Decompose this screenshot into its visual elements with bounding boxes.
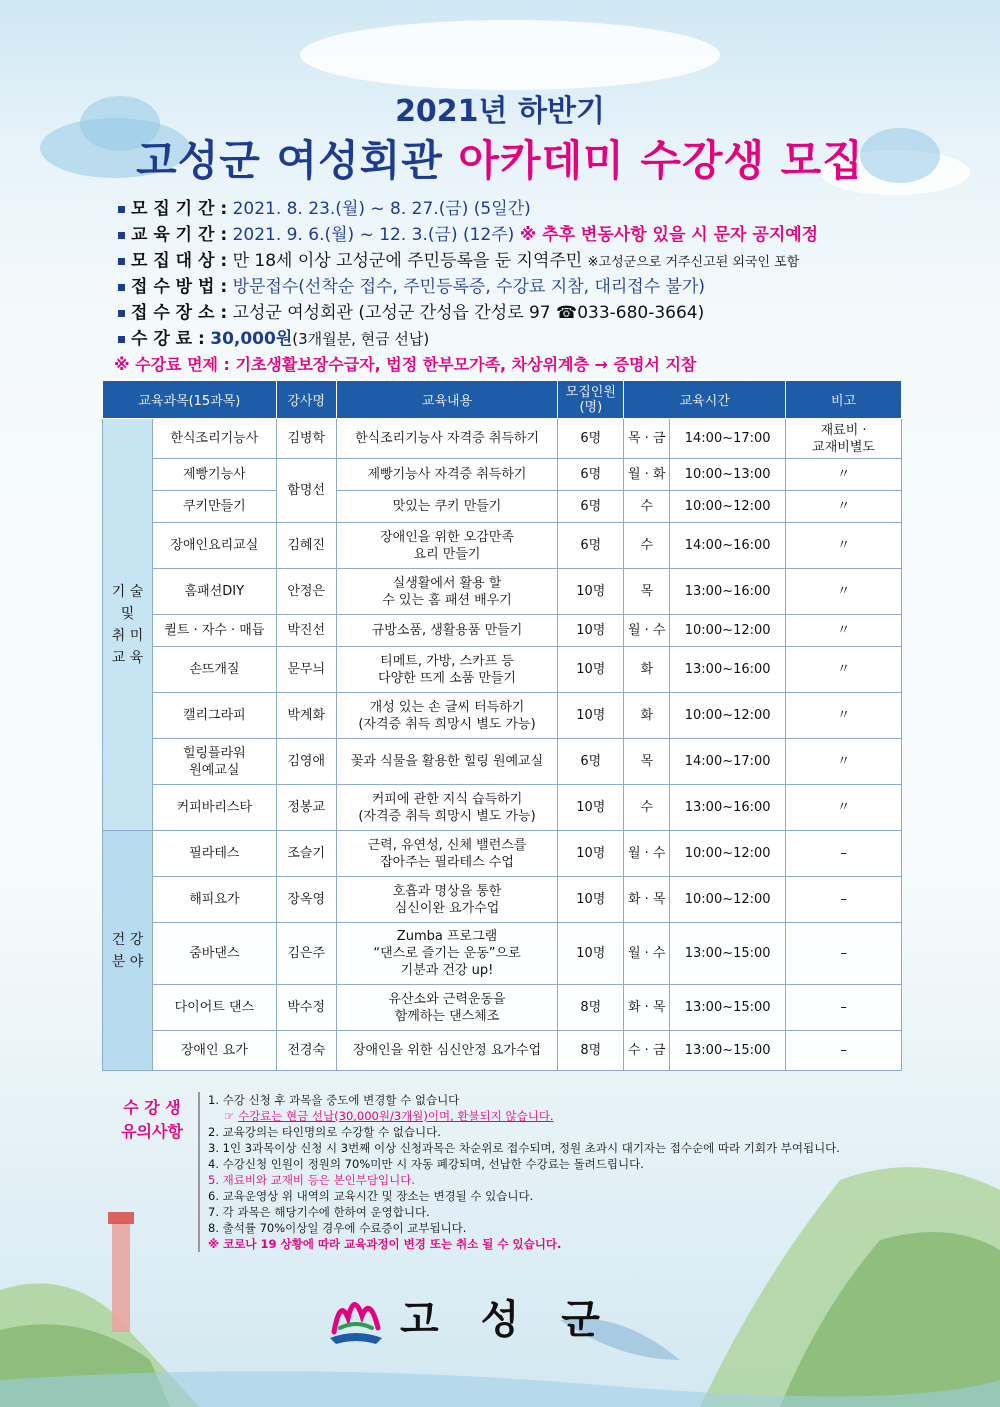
cell-note: 〃	[786, 739, 902, 785]
table-row	[103, 419, 902, 459]
header-note: 비고	[786, 381, 902, 419]
bullet-icon	[118, 206, 125, 213]
cell-content: 장애인을 위한 오감만족 요리 만들기	[336, 523, 558, 569]
cell-time: 13:00~15:00	[670, 1031, 786, 1071]
table-row	[103, 647, 902, 693]
cell-days: 화	[624, 647, 670, 693]
cell-count: 6명	[558, 419, 624, 459]
header-subject: 교육과목(15과목)	[103, 381, 277, 419]
cell-note: –	[786, 877, 902, 923]
cell-days: 목	[624, 739, 670, 785]
category-craft: 기 술 및 취 미 교 육	[103, 419, 153, 831]
header-content: 교육내용	[336, 381, 558, 419]
table-row	[103, 491, 902, 523]
footer-org-name: 고성군	[400, 1297, 642, 1343]
course-table	[102, 380, 902, 1071]
note-item: 8. 출석률 70%이상일 경우에 수료증이 교부됩니다.	[208, 1221, 467, 1235]
cell-subject: 퀼트 · 자수 · 매듭	[152, 615, 276, 647]
note-item: ※ 코로나 19 상황에 따라 교육과정이 변경 또는 취소 될 수 있습니다.	[208, 1237, 562, 1251]
cell-count: 10명	[558, 831, 624, 877]
info-place: 접 수 장 소 : 고성군 여성회관 (고성군 간성읍 간성로 97 ☎033-680-3664)	[118, 300, 958, 326]
cell-subject: 커피바리스타	[152, 785, 276, 831]
cell-subject: 해피요가	[152, 877, 276, 923]
cell-subject: 힐링플라워 원예교실	[152, 739, 276, 785]
cell-note: 〃	[786, 491, 902, 523]
note-item: ☞ 수강료는 현금 선납(30,000원/3개월)이며, 환불되지 않습니다.	[224, 1109, 554, 1123]
cell-days: 월 · 수	[624, 615, 670, 647]
footer-logo	[326, 1282, 676, 1352]
cell-teacher: 함명선	[276, 459, 336, 523]
bullet-icon	[118, 232, 125, 239]
cell-teacher: 안정은	[276, 569, 336, 615]
info-method: 접 수 방 법 : 방문접수(선착순 접수, 주민등록증, 수강료 지참, 대리접수 불가)	[118, 274, 958, 300]
note-item: 3. 1인 3과목이상 신청 시 3번째 이상 신청과목은 차순위로 접수되며, 정원 초과시 대기자는 접수순에 따라 기회가 부여됩니다.	[208, 1141, 840, 1155]
cell-count: 6명	[558, 739, 624, 785]
cell-teacher: 박진선	[276, 615, 336, 647]
cell-time: 14:00~16:00	[670, 523, 786, 569]
cell-content: 제빵기능사 자격증 취득하기	[336, 459, 558, 491]
cell-teacher: 문무늬	[276, 647, 336, 693]
header-count: 모집인원 (명)	[558, 381, 624, 419]
cell-count: 10명	[558, 923, 624, 985]
cell-subject: 장애인요리교실	[152, 523, 276, 569]
cell-time: 10:00~12:00	[670, 831, 786, 877]
cell-teacher: 김혜진	[276, 523, 336, 569]
cell-time: 13:00~16:00	[670, 647, 786, 693]
cell-teacher: 장옥영	[276, 877, 336, 923]
table-row	[103, 1031, 902, 1071]
cell-count: 10명	[558, 647, 624, 693]
table-row	[103, 739, 902, 785]
cell-time: 13:00~16:00	[670, 569, 786, 615]
notes-title: 수 강 생 유의사항	[121, 1098, 183, 1141]
cell-subject: 제빵기능사	[152, 459, 276, 491]
cell-subject: 홈패션DIY	[152, 569, 276, 615]
page-title	[0, 128, 1000, 188]
cell-note: –	[786, 831, 902, 877]
bullet-icon	[118, 336, 125, 343]
goseong-logo-icon	[326, 1288, 386, 1346]
cell-note: 〃	[786, 785, 902, 831]
table-row	[103, 985, 902, 1031]
cell-teacher: 조슬기	[276, 831, 336, 877]
cell-content: 개성 있는 손 글씨 터득하기 (자격증 취득 희망시 별도 가능)	[336, 693, 558, 739]
cell-note: –	[786, 985, 902, 1031]
info-target: 모 집 대 상 : 만 18세 이상 고성군에 주민등록을 둔 지역주민 ※고성군으로 거주신고된 외국인 포함	[118, 248, 958, 274]
cell-subject: 캘리그라피	[152, 693, 276, 739]
category-health: 건 강 분 야	[103, 831, 153, 1071]
note-item: 4. 수강신청 인원이 정원의 70%미만 시 자동 폐강되며, 선납한 수강료는 돌려드립니다.	[208, 1157, 644, 1171]
cell-days: 수	[624, 523, 670, 569]
cell-count: 6명	[558, 523, 624, 569]
cell-days: 화 · 목	[624, 985, 670, 1031]
cell-subject: 장애인 요가	[152, 1031, 276, 1071]
cell-days: 수	[624, 785, 670, 831]
cell-teacher: 정봉교	[276, 785, 336, 831]
cell-subject: 손뜨개질	[152, 647, 276, 693]
cell-content: 근력, 유연성, 신체 밸런스를 잡아주는 필라테스 수업	[336, 831, 558, 877]
cell-content: 실생활에서 활용 할 수 있는 홈 패션 배우기	[336, 569, 558, 615]
cell-note: 〃	[786, 569, 902, 615]
cell-note: 〃	[786, 523, 902, 569]
cell-days: 수	[624, 491, 670, 523]
cell-days: 월 · 수	[624, 831, 670, 877]
cell-days: 화 · 목	[624, 877, 670, 923]
notes-list	[198, 1092, 918, 1252]
note-item: 2. 교육강의는 타인명의로 수강할 수 없습니다.	[208, 1125, 441, 1139]
note-item: 6. 교육운영상 위 내역의 교육시간 및 장소는 변경될 수 있습니다.	[208, 1189, 534, 1203]
cell-note: –	[786, 1031, 902, 1071]
table-header-row	[103, 381, 902, 419]
cell-note: –	[786, 923, 902, 985]
cell-content: 유산소와 근력운동을 함께하는 댄스체조	[336, 985, 558, 1031]
table-row	[103, 569, 902, 615]
title-highlight: 아카데미 수강생 모집	[458, 136, 864, 185]
table-row	[103, 523, 902, 569]
note-item: 5. 재료비와 교재비 등은 본인부담입니다.	[208, 1173, 415, 1187]
cell-count: 8명	[558, 985, 624, 1031]
cell-teacher: 박계화	[276, 693, 336, 739]
cell-count: 6명	[558, 459, 624, 491]
cell-teacher: 김병학	[276, 419, 336, 459]
cell-note: 〃	[786, 615, 902, 647]
table-row	[103, 459, 902, 491]
cell-count: 10명	[558, 615, 624, 647]
cell-count: 8명	[558, 1031, 624, 1071]
cell-subject: 필라테스	[152, 831, 276, 877]
cell-time: 13:00~15:00	[670, 923, 786, 985]
cell-teacher: 박수정	[276, 985, 336, 1031]
table-row	[103, 693, 902, 739]
cell-time: 14:00~17:00	[670, 739, 786, 785]
cell-content: 티메트, 가방, 스카프 등 다양한 뜨게 소품 만들기	[336, 647, 558, 693]
cell-time: 10:00~12:00	[670, 693, 786, 739]
cell-content: 한식조리기능사 자격증 취득하기	[336, 419, 558, 459]
table-row	[103, 831, 902, 877]
cell-time: 10:00~13:00	[670, 459, 786, 491]
cell-days: 월 · 수	[624, 923, 670, 985]
cell-time: 10:00~12:00	[670, 491, 786, 523]
cell-time: 13:00~16:00	[670, 785, 786, 831]
cell-count: 6명	[558, 491, 624, 523]
table-row	[103, 923, 902, 985]
cell-time: 10:00~12:00	[670, 877, 786, 923]
cell-note: 〃	[786, 693, 902, 739]
recruit-info	[114, 196, 958, 378]
table-row	[103, 785, 902, 831]
cell-note: 재료비 · 교재비별도	[786, 419, 902, 459]
header-teacher: 강사명	[276, 381, 336, 419]
cell-content: 장애인을 위한 심신안정 요가수업	[336, 1031, 558, 1071]
cell-time: 13:00~15:00	[670, 985, 786, 1031]
cell-content: 커피에 관한 지식 습득하기 (자격증 취득 희망시 별도 가능)	[336, 785, 558, 831]
cell-content: Zumba 프로그램 “댄스로 즐기는 운동”으로 기분과 건강 up!	[336, 923, 558, 985]
cloud-decoration	[300, 20, 720, 90]
cell-note: 〃	[786, 647, 902, 693]
cell-teacher: 김은주	[276, 923, 336, 985]
note-item: 1. 수강 신청 후 과목을 중도에 변경할 수 없습니다	[208, 1093, 460, 1107]
info-edu-period: 교 육 기 간 : 2021. 9. 6.(월) ~ 12. 3.(금) (12주) ※ 추후 변동사항 있을 시 문자 공지예정	[118, 222, 958, 248]
cell-subject: 한식조리기능사	[152, 419, 276, 459]
cell-days: 목 · 금	[624, 419, 670, 459]
cell-note: 〃	[786, 459, 902, 491]
cell-time: 10:00~12:00	[670, 615, 786, 647]
header-time: 교육시간	[624, 381, 786, 419]
cell-subject: 줌바댄스	[152, 923, 276, 985]
info-fee: 수 강 료 : 30,000원(3개월분, 현금 선납)	[118, 326, 958, 352]
cell-count: 10명	[558, 693, 624, 739]
cell-content: 꽃과 식물을 활용한 힐링 원예교실	[336, 739, 558, 785]
cell-count: 10명	[558, 569, 624, 615]
cell-teacher: 전경숙	[276, 1031, 336, 1071]
info-period: 모 집 기 간 : 2021. 8. 23.(월) ~ 8. 27.(금) (5일간)	[118, 196, 958, 222]
cell-days: 수 · 금	[624, 1031, 670, 1071]
title-year: 2021년 하반기	[395, 94, 605, 129]
bullet-icon	[118, 258, 125, 265]
cell-count: 10명	[558, 877, 624, 923]
bullet-icon	[118, 284, 125, 291]
cell-time: 14:00~17:00	[670, 419, 786, 459]
note-item: 7. 각 과목은 해당기수에 한하여 운영합니다.	[208, 1205, 430, 1219]
cell-count: 10명	[558, 785, 624, 831]
cell-subject: 쿠키만들기	[152, 491, 276, 523]
cell-content: 호흡과 명상을 통한 심신이완 요가수업	[336, 877, 558, 923]
cell-teacher: 김영애	[276, 739, 336, 785]
bullet-icon	[118, 310, 125, 317]
cell-content: 규방소품, 생활용품 만들기	[336, 615, 558, 647]
info-exemption: ※ 수강료 면제 : 기초생활보장수급자, 법정 한부모가족, 차상위계층 → 증명서 지참	[114, 355, 697, 374]
cell-days: 화	[624, 693, 670, 739]
table-row	[103, 877, 902, 923]
cell-content: 맛있는 쿠키 만들기	[336, 491, 558, 523]
cell-subject: 다이어트 댄스	[152, 985, 276, 1031]
cell-days: 월 · 화	[624, 459, 670, 491]
table-row	[103, 615, 902, 647]
cell-days: 목	[624, 569, 670, 615]
title-org: 고성군 여성회관	[136, 136, 443, 185]
